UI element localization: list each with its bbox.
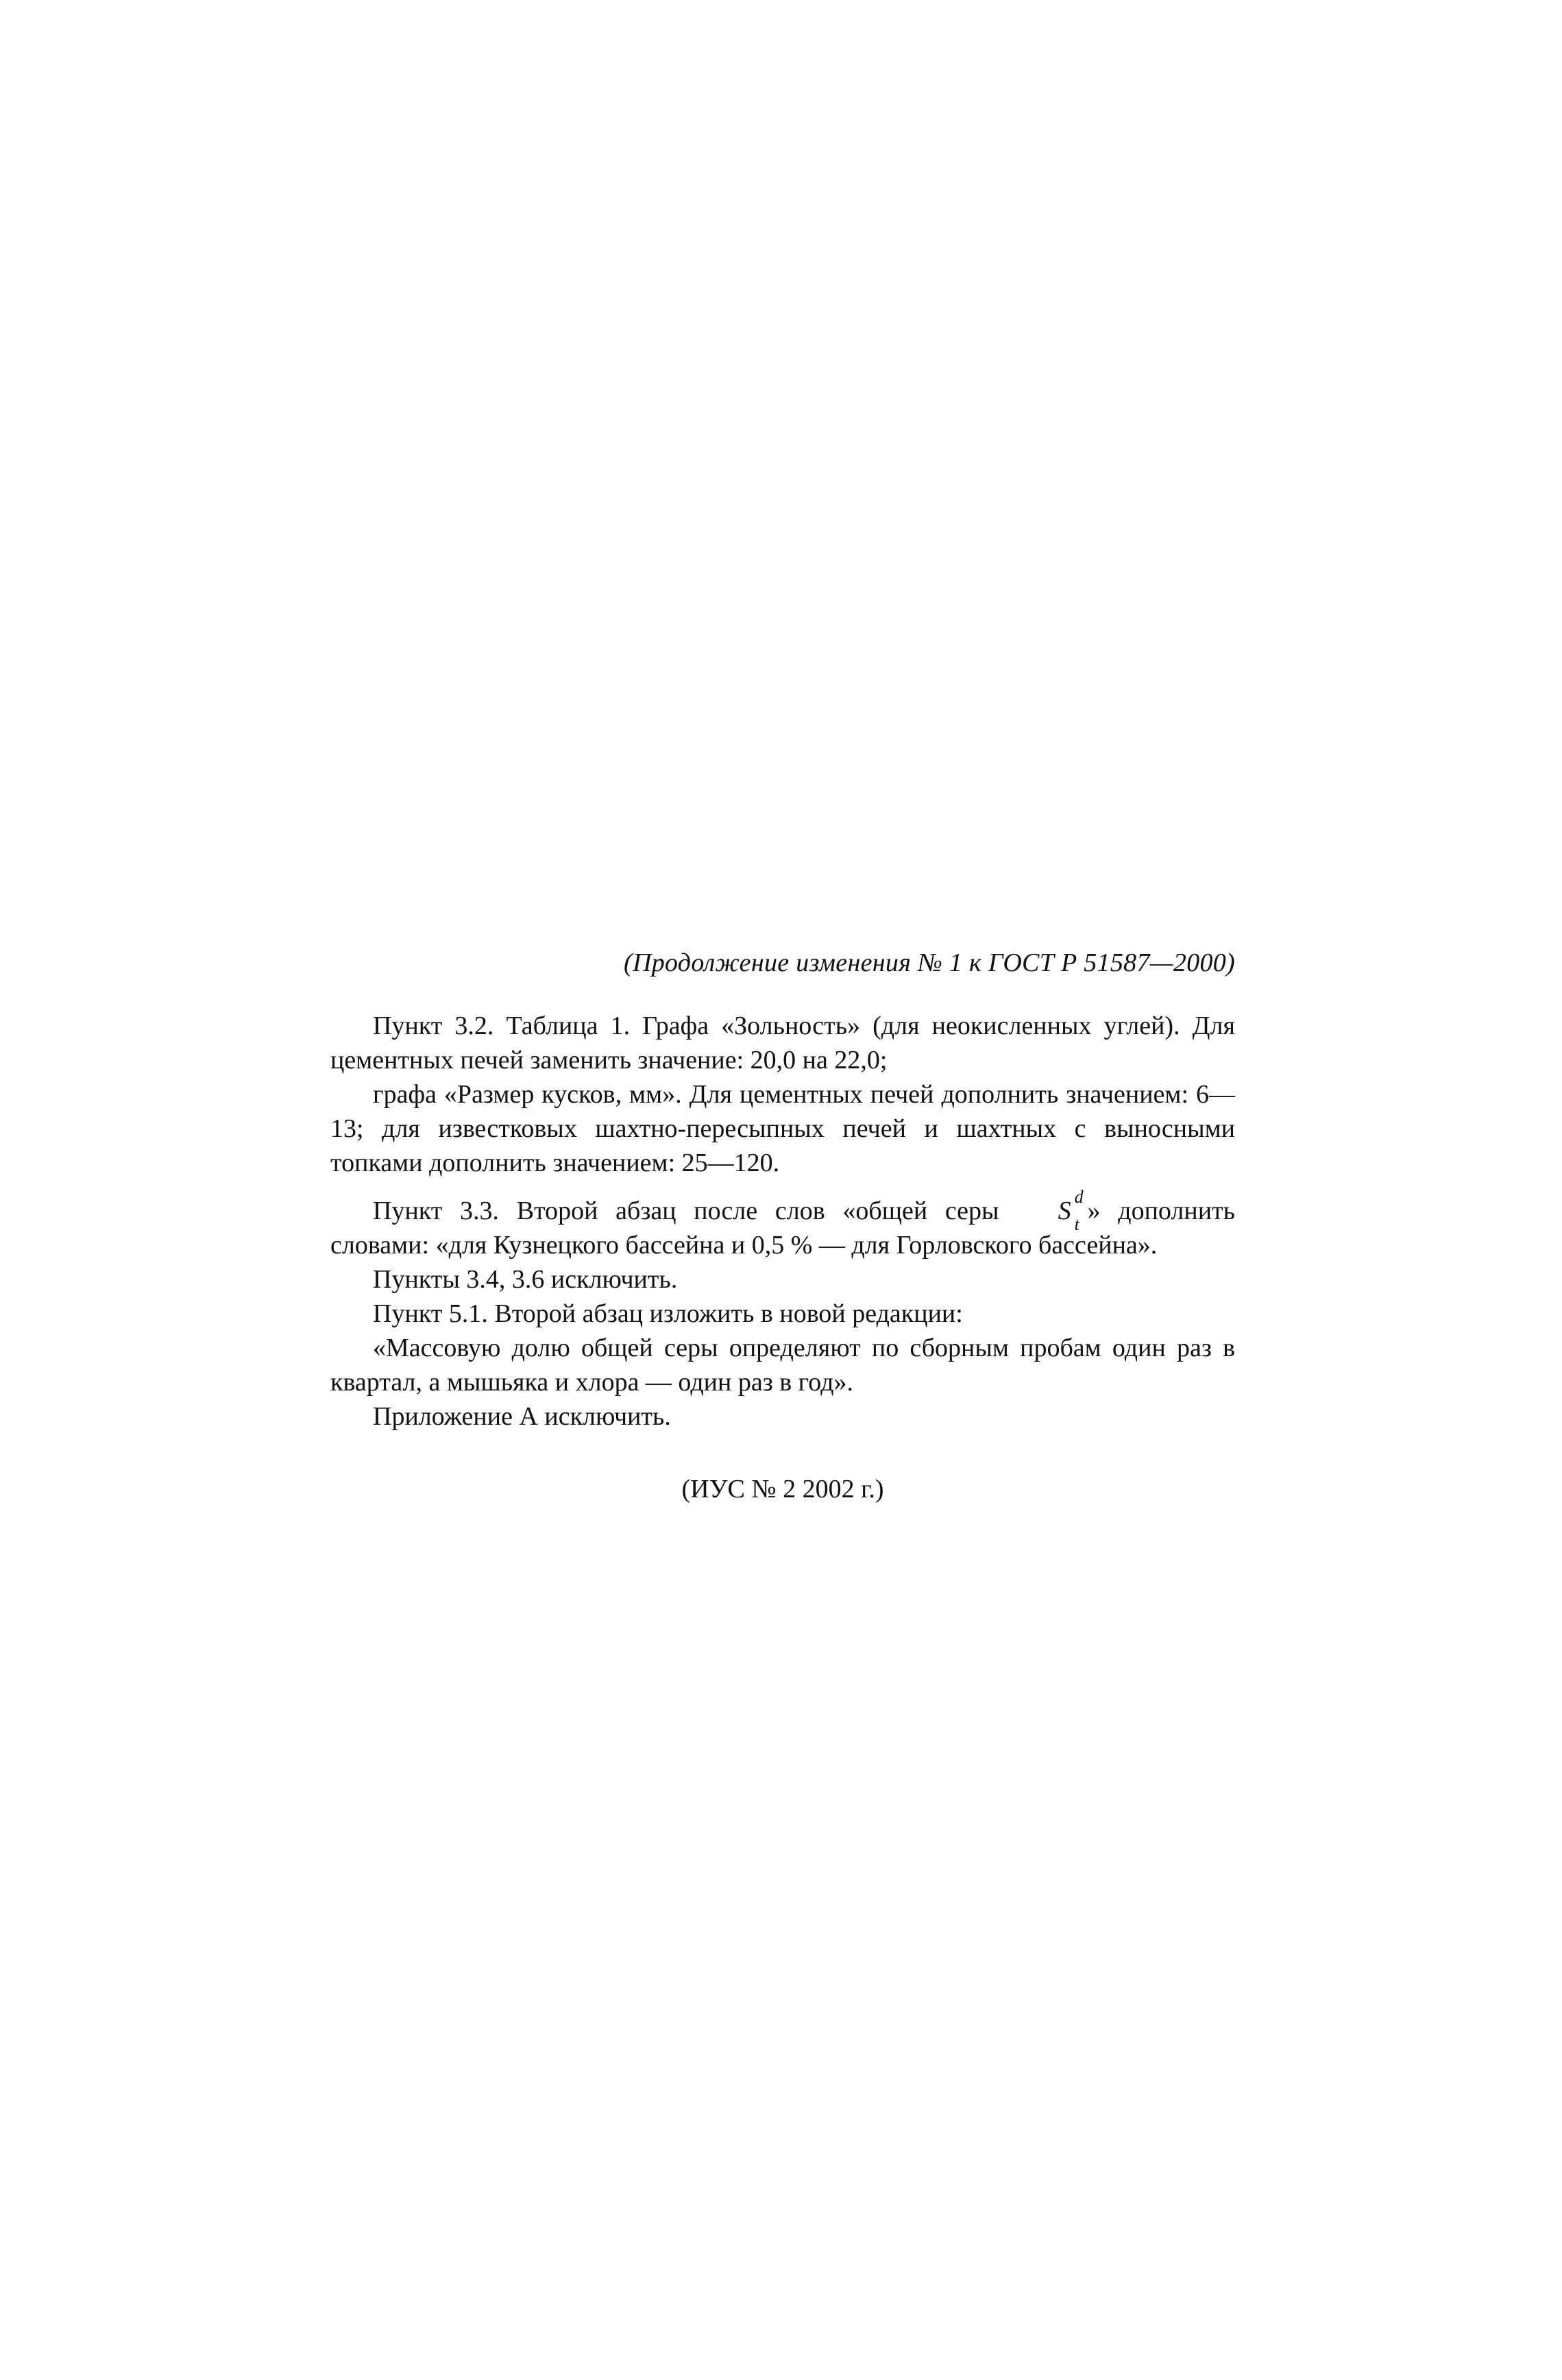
ius-reference: (ИУС № 2 2002 г.) bbox=[681, 1475, 884, 1504]
paragraph-quote: «Массовую долю общей серы определяют по сборным пробам один раз в квартал, а мышьяка и хлора — один раз в год». bbox=[330, 1334, 1235, 1397]
document-body bbox=[330, 946, 1235, 1506]
paragraph-3-4: Пункты 3.4, 3.6 исключить. bbox=[373, 1265, 678, 1294]
formula-superscript: d bbox=[1074, 1187, 1084, 1207]
sulfur-formula bbox=[1016, 1187, 1084, 1234]
formula-subscript: t bbox=[1074, 1214, 1079, 1234]
formula-base: S bbox=[1058, 1197, 1071, 1225]
paragraph-3-3-after: » дополнить словами: «для Кузнецкого бассейна и 0,5 % — для Горловского бассейна». bbox=[330, 1197, 1235, 1260]
paragraph-size-column: графа «Размер кусков, мм». Для цементных печей дополнить значением: 6—13; для известковых шахтно-пересыпных печей и шахтных с выносными топками дополнить значением: 25—120. bbox=[330, 1080, 1235, 1177]
paragraph-3-2: Пункт 3.2. Таблица 1. Графа «Зольность» (для неокисленных углей). Для цементных печей заменить значение: 20,0 на 22,0; bbox=[330, 1011, 1235, 1075]
paragraph-3-3-before: Пункт 3.3. Второй абзац после слов «общей серы bbox=[373, 1197, 999, 1225]
paragraph-5-1: Пункт 5.1. Второй абзац изложить в новой редакции: bbox=[373, 1299, 963, 1328]
paragraph-appendix: Приложение А исключить. bbox=[373, 1402, 671, 1431]
paragraph-3-3 bbox=[330, 1187, 1235, 1262]
amendment-heading: (Продолжение изменения № 1 к ГОСТ Р 51587—2000) bbox=[624, 948, 1235, 977]
